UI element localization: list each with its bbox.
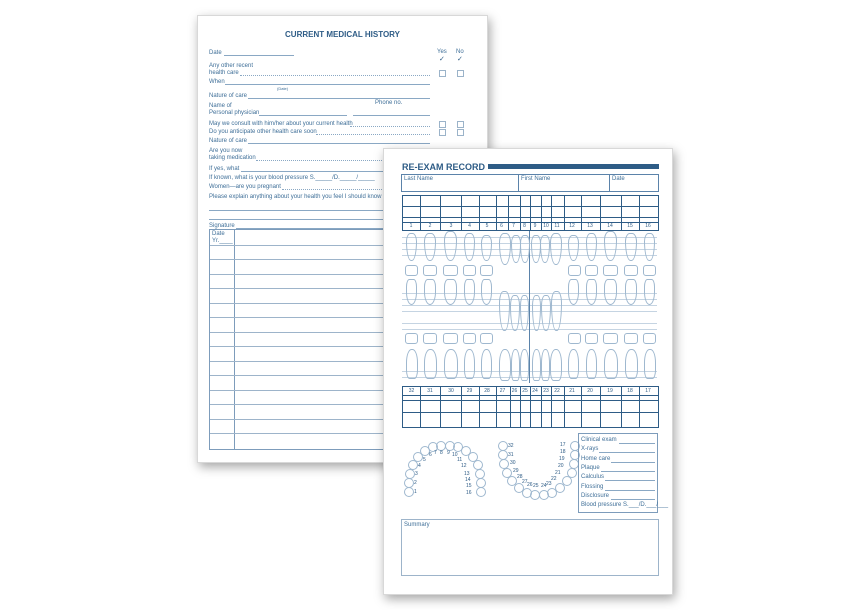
health-care-no-checkbox[interactable] (457, 70, 464, 77)
tooth-icon (586, 233, 597, 261)
tooth-icon (464, 233, 475, 261)
arch-number: 5 (423, 457, 426, 463)
personal-physician-label: Personal physician (209, 110, 260, 116)
health-care-yes-checkbox[interactable] (439, 70, 446, 77)
clinical-exam-field[interactable] (619, 443, 655, 444)
tooth-number: 6 (500, 223, 503, 229)
tooth-crown-icon (443, 265, 458, 276)
tooth-number: 10 (543, 223, 549, 229)
arch-number: 10 (452, 452, 458, 458)
tooth-number: 22 (554, 388, 560, 394)
tooth-icon (644, 349, 656, 379)
tooth-crown-icon (405, 333, 418, 344)
tooth-number: 25 (522, 388, 528, 394)
upper-arch-diagram[interactable] (402, 441, 484, 499)
disclosure-field[interactable] (611, 499, 655, 500)
arch-number: 30 (510, 460, 516, 466)
checklist-item-disclosure: Disclosure (581, 493, 610, 499)
tooth-icon (604, 279, 617, 305)
arch-number: 2 (414, 480, 417, 486)
arch-number: 3 (415, 471, 418, 477)
first-name-field[interactable]: First Name (521, 176, 551, 182)
date-divider (609, 175, 610, 191)
tooth-icon (444, 349, 458, 379)
arch-number: 6 (429, 452, 432, 458)
tooth-icon (644, 233, 655, 261)
no-check-icon: ✓ (457, 56, 463, 63)
tooth-crown-icon (624, 265, 638, 276)
tooth-icon (464, 279, 475, 305)
x-rays-field[interactable] (599, 452, 655, 453)
when-label: When (209, 79, 225, 85)
last-name-field[interactable]: Last Name (404, 176, 434, 182)
date-field[interactable] (224, 55, 294, 56)
log-divider (234, 230, 235, 449)
arch-number: 15 (466, 483, 472, 489)
arch-number: 19 (559, 456, 565, 462)
tooth-number: 32 (408, 388, 415, 394)
tooth-circle-icon (476, 487, 486, 497)
tooth-number: 23 (543, 388, 549, 394)
tooth-icon (424, 233, 436, 261)
tooth-icon (499, 233, 511, 265)
arch-number: 13 (464, 471, 470, 477)
consult-label: May we consult with him/her about your current health (209, 121, 353, 127)
reexam-record-form (383, 148, 673, 595)
tooth-icon (532, 295, 541, 331)
checklist-item-blood-pressure[interactable]: Blood pressure S.___/D.___/___ (581, 502, 669, 508)
tooth-icon (511, 349, 520, 381)
tooth-icon (568, 349, 579, 379)
tooth-number: 2 (428, 223, 432, 229)
tooth-icon (644, 279, 655, 305)
tooth-icon (424, 279, 436, 305)
health-care-label: health care (209, 70, 239, 76)
checklist-item-flossing: Flossing (581, 484, 604, 490)
tooth-crown-icon (603, 333, 618, 344)
tooth-circle-icon (404, 487, 414, 497)
nature-of-care-2-field[interactable] (248, 143, 430, 144)
tooth-circle-icon (405, 469, 415, 479)
anticipate-yes-checkbox[interactable] (439, 129, 446, 136)
checklist-item-x-rays: X-rays (581, 446, 599, 452)
tooth-number: 14 (607, 223, 613, 229)
nature-of-care-2-label: Nature of care (209, 138, 248, 144)
tooth-icon (406, 279, 417, 305)
tooth-icon (604, 349, 618, 379)
tooth-crown-icon (603, 265, 618, 276)
tooth-number: 15 (627, 223, 633, 229)
arch-number: 23 (546, 481, 552, 487)
tooth-icon (499, 291, 510, 331)
tooth-number: 28 (484, 388, 490, 394)
arch-number: 16 (466, 490, 472, 496)
tooth-icon (568, 235, 579, 261)
tooth-icon (586, 349, 597, 379)
tooth-icon (541, 295, 551, 331)
form-title: CURRENT MEDICAL HISTORY (285, 30, 400, 39)
when-field[interactable] (225, 84, 430, 85)
name-of-label: Name of (209, 103, 232, 109)
tooth-number: 5 (485, 223, 489, 229)
any-other-recent-label: Any other recent (209, 63, 254, 69)
calculus-field[interactable] (605, 480, 655, 481)
exam-checklist (578, 433, 669, 513)
arch-number: 20 (558, 463, 564, 469)
log-date-header: Date (212, 231, 225, 237)
tooth-icon (444, 231, 457, 261)
patient-info-row (401, 174, 659, 192)
date-label: Date (209, 50, 222, 56)
tooth-crown-icon (568, 265, 581, 276)
yes-check-icon: ✓ (439, 56, 445, 63)
blood-pressure-label: If known, what is your blood pressure S._____/D._____/_____ (209, 175, 375, 181)
tooth-number: 4 (468, 223, 471, 229)
tooth-number: 24 (532, 388, 538, 394)
arch-number: 26 (527, 482, 533, 488)
checklist-item-calculus: Calculus (581, 474, 605, 480)
tooth-crown-icon (585, 265, 598, 276)
tooth-number: 11 (554, 223, 560, 229)
tooth-number: 21 (569, 388, 575, 394)
tooth-crown-icon (443, 333, 458, 344)
nature-of-care-field[interactable] (248, 98, 430, 99)
tooth-crown-icon (423, 333, 437, 344)
arch-number: 9 (447, 450, 450, 456)
arch-number: 17 (560, 442, 566, 448)
tooth-number: 12 (569, 223, 575, 229)
arch-number: 8 (440, 450, 443, 456)
tooth-icon (550, 349, 562, 381)
tooth-icon (604, 231, 617, 261)
tooth-circle-icon (567, 468, 577, 478)
tooth-crown-icon (643, 333, 656, 344)
tooth-icon (520, 349, 529, 381)
tooth-icon (532, 349, 541, 381)
tooth-crown-icon (568, 333, 581, 344)
nature-of-care-label: Nature of care (209, 93, 248, 99)
tooth-crown-icon (480, 333, 493, 344)
tooth-number: 16 (645, 223, 651, 229)
tooth-crown-icon (643, 265, 656, 276)
tooth-crown-icon (624, 333, 638, 344)
tooth-icon (481, 349, 492, 379)
tooth-icon (406, 233, 417, 261)
plaque-field[interactable] (601, 471, 655, 472)
arch-number: 31 (508, 452, 514, 458)
arch-number: 32 (508, 443, 514, 449)
summary-label: Summary (404, 522, 430, 528)
tooth-number: 9 (533, 223, 537, 229)
explain-label: Please explain anything about your health you feel I should know (209, 194, 382, 200)
arch-number: 22 (551, 476, 557, 482)
tooth-number: 26 (511, 388, 518, 394)
checklist-item-plaque: Plaque (581, 465, 600, 471)
arch-number: 28 (517, 474, 523, 480)
if-yes-label: If yes, what (209, 166, 240, 172)
tooth-number: 29 (466, 388, 473, 394)
arch-number: 12 (461, 463, 467, 469)
tooth-crown-icon (405, 265, 418, 276)
tooth-icon (568, 279, 579, 305)
tooth-icon (541, 349, 550, 381)
tooth-icon (510, 295, 520, 331)
tooth-icon (444, 279, 457, 305)
tooth-number: 7 (512, 223, 515, 229)
tooth-icon (424, 349, 437, 379)
anticipate-leader (316, 134, 430, 135)
tooth-icon (406, 349, 418, 379)
tooth-icon (540, 235, 550, 263)
health-care-field[interactable] (240, 75, 430, 76)
lower-arch-diagram[interactable] (496, 441, 578, 501)
arch-number: 14 (465, 477, 471, 483)
consult-leader (350, 126, 430, 127)
no-column-label: No (456, 49, 464, 55)
title-bar (488, 164, 659, 169)
anticipate-no-checkbox[interactable] (457, 129, 464, 136)
taking-medication-label: taking medication (209, 155, 256, 161)
tooth-number: 27 (499, 388, 506, 394)
tooth-icon (586, 279, 597, 305)
arch-number: 25 (533, 483, 539, 489)
name-divider (518, 175, 519, 191)
tooth-crown-icon (463, 265, 476, 276)
tooth-number: 1 (409, 223, 413, 229)
arch-number: 21 (555, 470, 561, 476)
tooth-circle-icon (404, 478, 414, 488)
tooth-crown-icon (423, 265, 437, 276)
arch-number: 11 (457, 457, 463, 463)
pregnant-label: Women—are you pregnant (209, 184, 281, 190)
checklist-item-clinical-exam: Clinical exam (581, 437, 617, 443)
tooth-number: 30 (448, 388, 454, 394)
tooth-number: 19 (607, 388, 613, 394)
arch-number: 18 (560, 449, 566, 455)
tooth-number: 3 (449, 223, 453, 229)
phone-number-field[interactable] (353, 115, 430, 116)
arch-number: 29 (513, 468, 519, 474)
arch-number: 1 (414, 489, 417, 495)
arch-number: 4 (418, 463, 421, 469)
tooth-crown-icon (463, 333, 476, 344)
summary-box[interactable] (401, 519, 659, 576)
signature-label: Signature (209, 223, 235, 229)
tooth-icon (625, 279, 637, 305)
tooth-crown-icon (585, 333, 598, 344)
checklist-item-home-care: Home care (581, 456, 611, 462)
tooth-number: 13 (587, 223, 593, 229)
tooth-icon (464, 349, 475, 379)
date-hint: (Date) (277, 86, 289, 91)
tooth-icon (481, 235, 492, 261)
consult-no-checkbox[interactable] (457, 121, 464, 128)
arch-number: 27 (522, 479, 528, 485)
tooth-icon (551, 291, 562, 331)
form-title: RE-EXAM RECORD (402, 162, 486, 172)
tooth-chart-diagram[interactable] (402, 231, 657, 383)
tooth-number: 17 (645, 388, 651, 394)
tooth-number: 18 (627, 388, 633, 394)
phone-no-label: Phone no. (375, 100, 403, 106)
tooth-number: 8 (523, 223, 526, 229)
log-yr-header: Yr.____ (212, 238, 233, 244)
tooth-number: 31 (427, 388, 433, 394)
arch-number: 24 (541, 483, 547, 489)
yes-column-label: Yes (437, 49, 447, 55)
tooth-icon (499, 349, 511, 381)
tooth-icon (625, 233, 637, 261)
tooth-icon (550, 233, 562, 265)
tooth-crown-icon (480, 265, 493, 276)
tooth-number: 20 (587, 388, 593, 394)
arch-number: 7 (434, 450, 437, 456)
home-care-field[interactable] (611, 462, 655, 463)
are-you-now-label: Are you now (209, 148, 243, 154)
tooth-icon (625, 349, 638, 379)
flossing-field[interactable] (605, 490, 655, 491)
date-field[interactable]: Date (612, 176, 625, 182)
physician-name-field[interactable] (259, 115, 347, 116)
tooth-icon (481, 279, 492, 305)
consult-yes-checkbox[interactable] (439, 121, 446, 128)
anticipate-label: Do you anticipate other health care soon (209, 129, 317, 135)
tooth-icon (520, 295, 529, 331)
